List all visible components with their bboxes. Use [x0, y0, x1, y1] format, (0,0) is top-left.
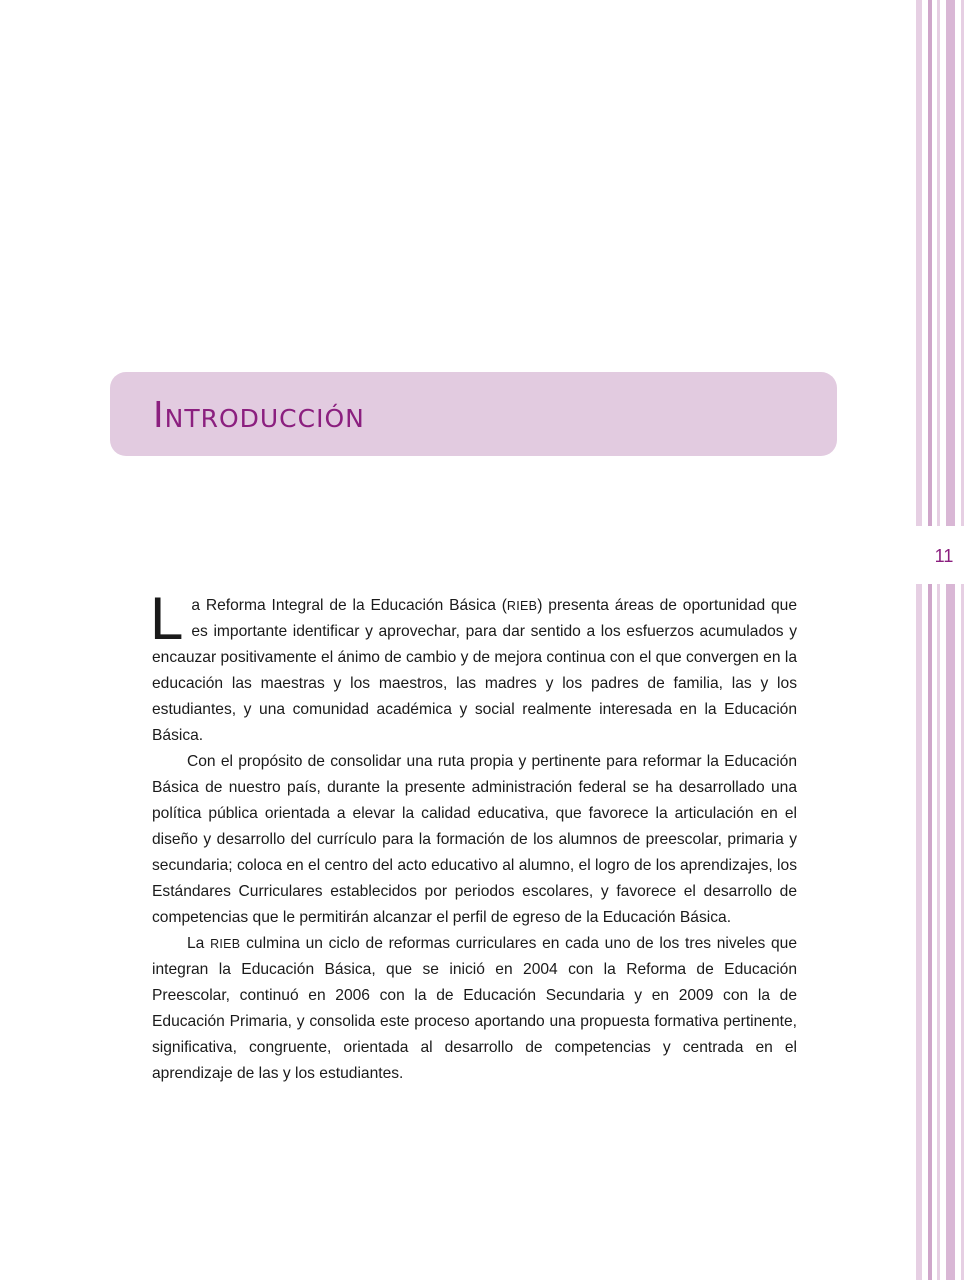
abbreviation: RIEB	[210, 937, 241, 951]
decorative-stripes	[912, 0, 972, 1280]
paragraph-3	[152, 931, 797, 1087]
paragraph-1-text-b: ) presenta áreas de oportunidad que es importante identificar y aprovechar, para dar sentido a los esfuerzos acumulados y encauzar positivamente el ánimo de cambio y de mejora continua con el que convergen en la educación las maestras y los maestros, las madres y los padres de familia, las y los estudiantes, y una comunidad académica y social realmente interesada en la Educación Básica.	[152, 597, 798, 744]
paragraph-2: Con el propósito de consolidar una ruta propia y pertinente para reformar la Educación Básica de nuestro país, durante la presente administración federal se ha desarrollado una política pública orientada a elevar la calidad educativa, que favorece la articulación en el diseño y desarrollo del currículo para la formación de los alumnos de preescolar, primaria y secundaria; coloca en el centro del acto educativo al alumno, el logro de los aprendizajes, los Estándares Curriculares establecidos por periodos escolares, y favorece el desarrollo de competencias que le permitirán alcanzar el perfil de egreso de la Educación Básica.	[152, 753, 797, 926]
section-title-band	[110, 372, 837, 456]
stripe	[946, 0, 955, 1280]
body-text	[150, 585, 798, 1087]
stripe	[916, 0, 922, 1280]
stripe	[928, 0, 932, 1280]
paragraph-3-text-b: culmina un ciclo de reformas curriculares en cada uno de los tres niveles que integran la Educación Básica, que se inició en 2004 con la Reforma de Educación Preescolar, continuó en 2006 con la de Educación Secundaria y en 2009 con la de Educación Primaria, y consolida este proceso aportando una propuesta formativa pertinente, significativa, congruente, orientada al desarrollo de competencias y centrada en el aprendizaje de las y los estudiantes.	[152, 935, 798, 1082]
section-title: Introducción	[153, 395, 365, 436]
page-number: 11	[934, 546, 954, 566]
paragraph-1-text-a: a Reforma Integral de la Educación Básica (	[191, 597, 507, 614]
abbreviation: RIEB	[506, 599, 538, 613]
paragraph-1	[150, 585, 798, 749]
stripe	[961, 0, 964, 1280]
stripe	[937, 0, 940, 1280]
paragraph-3-text-a: La	[187, 935, 211, 952]
drop-cap: L	[150, 585, 184, 652]
